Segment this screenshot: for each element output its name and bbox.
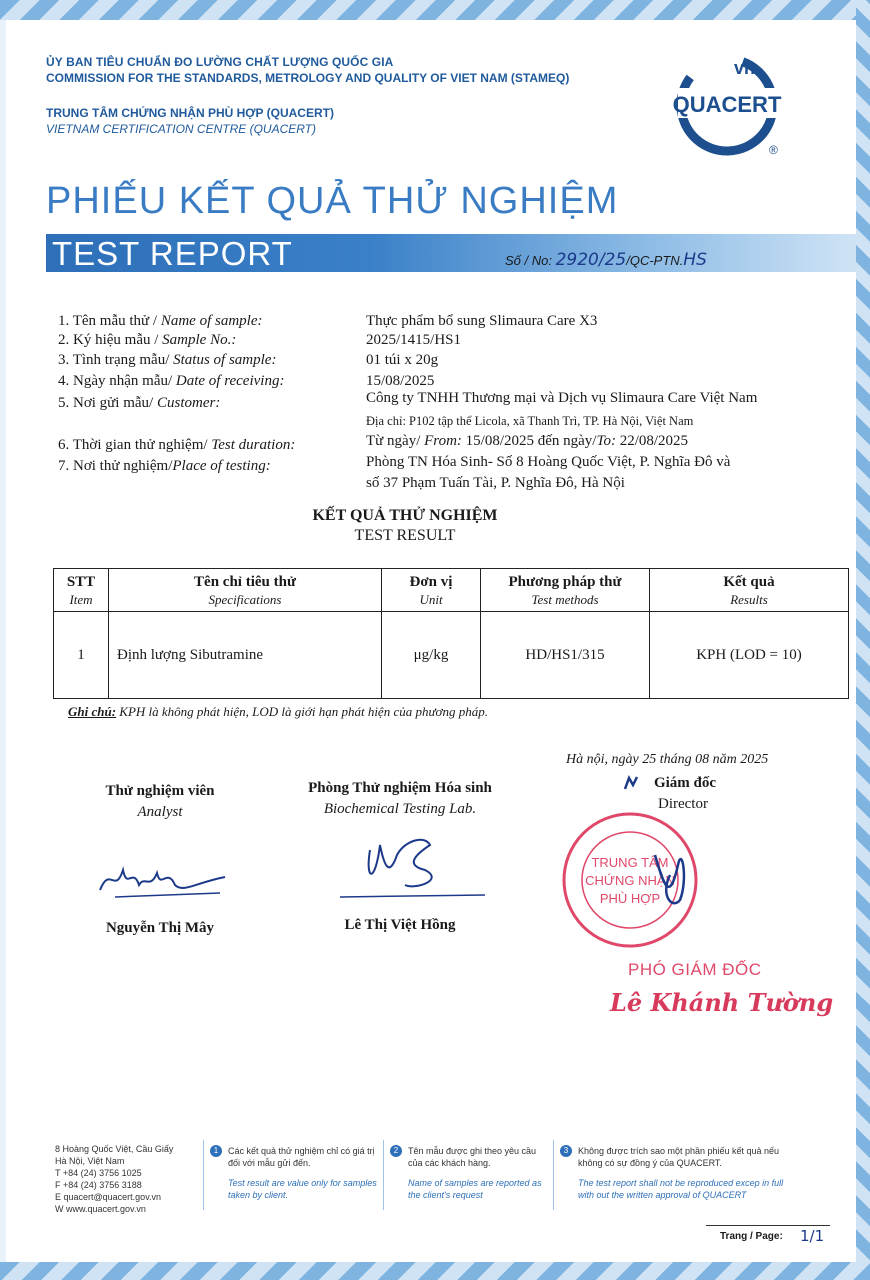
stamp-line-2: CHỨNG NHẬN xyxy=(585,873,675,888)
stamp-line-3: PHÙ HỢP xyxy=(599,891,661,906)
info-value-3: 01 túi x 20g xyxy=(366,352,439,368)
date-line: Hà nội, ngày 25 tháng 08 năm 2025 xyxy=(566,752,769,767)
cell-result: KPH (LOD = 10) xyxy=(650,612,849,699)
registered-mark: ® xyxy=(769,143,778,157)
lab-title-en: Biochemical Testing Lab. xyxy=(323,801,477,817)
results-table xyxy=(53,568,849,699)
cell-item: 1 xyxy=(54,612,109,699)
analyst-title: Thử nghiệm viên xyxy=(105,783,215,799)
header-specifications: Tên chỉ tiêu thử Specifications xyxy=(109,569,382,612)
cell-method: HD/HS1/315 xyxy=(481,612,650,699)
info-value-7: Phòng TN Hóa Sinh- Số 8 Hoàng Quốc Việt, P. Nghĩa Đô và xyxy=(366,454,731,470)
page-label: Trang / Page: xyxy=(720,1231,783,1242)
top-border xyxy=(0,0,870,20)
logo-mark: vn xyxy=(734,58,756,78)
official-stamp xyxy=(560,805,700,955)
info-value-7-line2: số 37 Phạm Tuấn Tài, P. Nghĩa Đô, Hà Nội xyxy=(366,475,625,491)
info-value-1: Thực phẩm bổ sung Slimaura Care X3 xyxy=(366,313,598,329)
lab-signature xyxy=(335,825,495,910)
header-item: STT Item xyxy=(54,569,109,612)
report-number-handwritten: 2920/25 xyxy=(555,250,627,270)
footer-fax: F +84 (24) 3756 3188 xyxy=(55,1180,142,1190)
report-number-prefix: Số / No: xyxy=(505,253,552,268)
info-label-7: 7. Nơi thử nghiệm/Place of testing: xyxy=(58,458,271,474)
footnote: Ghi chú: KPH là không phát hiện, LOD là giới hạn phát hiện của phương pháp. xyxy=(68,704,488,719)
director-mark-icon xyxy=(623,775,639,791)
header-unit: Đơn vị Unit xyxy=(382,569,481,612)
report-number xyxy=(505,250,707,270)
footer-note-2: Tên mẫu được ghi theo yêu cầu của các khách hàng. Name of samples are reported as the client's request xyxy=(408,1146,542,1200)
footer-number-1: 1 xyxy=(210,1145,222,1157)
result-title-vn: KẾT QUẢ THỬ NGHIỆM xyxy=(312,507,498,524)
stamp-line-1: TRUNG TÂM xyxy=(591,855,669,870)
cell-unit: μg/kg xyxy=(382,612,481,699)
info-value-2: 2025/1415/HS1 xyxy=(366,332,462,348)
deputy-director-title: PHÓ GIÁM ĐỐC xyxy=(628,960,762,979)
analyst-name: Nguyễn Thị Mây xyxy=(105,920,215,936)
page-indicator xyxy=(706,1225,830,1248)
info-value-6: Từ ngày/ From: 15/08/2025 đến ngày/To: 22/08/2025 xyxy=(366,433,689,449)
right-border xyxy=(856,0,870,1280)
analyst-title-en: Analyst xyxy=(137,804,183,820)
footer-email: E quacert@quacert.gov.vn xyxy=(55,1192,162,1202)
org-name-en: COMMISSION FOR THE STANDARDS, METROLOGY AND QUALITY OF VIET NAM (STAMEQ) xyxy=(46,71,570,85)
footer-divider-2 xyxy=(383,1140,384,1210)
report-number-suffix: HS xyxy=(683,250,707,270)
lab-manager-name: Lê Thị Việt Hồng xyxy=(344,917,456,933)
footer-web: W www.quacert.gov.vn xyxy=(55,1204,146,1214)
center-name-en: VIETNAM CERTIFICATION CENTRE (QUACERT) xyxy=(46,122,317,136)
info-value-5: Công ty TNHH Thương mại và Dịch vụ Slimaura Care Việt Nam xyxy=(366,390,758,406)
quacert-logo xyxy=(672,50,782,160)
director-title-en: Director xyxy=(658,796,708,812)
lab-title: Phòng Thử nghiệm Hóa sinh xyxy=(308,780,492,796)
info-label-1: 1. Tên mẫu thử / Name of sample: xyxy=(58,313,263,329)
footer-divider-3 xyxy=(553,1140,554,1210)
director-title: Giám đốc xyxy=(653,775,717,791)
footer-note-1: Các kết quả thử nghiệm chỉ có giá trị đối với mẫu gửi đến. Test result are value only for samples taken by client. xyxy=(228,1146,377,1200)
info-label-3: 3. Tình trạng mẫu/ Status of sample: xyxy=(58,352,277,368)
logo-text: QUACERT xyxy=(672,92,782,117)
table-header-row xyxy=(54,569,849,612)
footer-address-1: 8 Hoàng Quốc Việt, Cầu Giấy xyxy=(55,1144,174,1154)
center-name-vn: TRUNG TÂM CHỨNG NHẬN PHÙ HỢP (QUACERT) xyxy=(46,106,334,120)
analyst-signature xyxy=(95,855,235,905)
footer-tel: T +84 (24) 3756 1025 xyxy=(55,1168,142,1178)
footer-note-3: Không được trích sao một phần phiếu kết quả nếu không có sự đồng ý của QUACERT. The test report shall not be reproduced excep in full with out the written approval of QUACERT xyxy=(578,1146,784,1200)
table-row xyxy=(54,612,849,699)
deputy-director-name: Lê Khánh Tường xyxy=(610,988,834,1017)
footer-number-2: 2 xyxy=(390,1145,402,1157)
info-value-4: 15/08/2025 xyxy=(366,373,435,389)
bottom-border xyxy=(0,1262,870,1280)
footer-divider-1 xyxy=(203,1140,204,1210)
cell-specification: Định lượng Sibutramine xyxy=(109,612,382,699)
result-title-en: TEST RESULT xyxy=(354,527,456,544)
left-border xyxy=(0,0,6,1280)
info-label-2: 2. Ký hiệu mẫu / Sample No.: xyxy=(58,332,237,348)
footer-contact xyxy=(55,1143,200,1215)
info-label-5: 5. Nơi gửi mẫu/ Customer: xyxy=(58,395,221,411)
header-results: Kết quả Results xyxy=(650,569,849,612)
header-test-methods: Phương pháp thử Test methods xyxy=(481,569,650,612)
footer-number-3: 3 xyxy=(560,1145,572,1157)
org-name-vn: ỦY BAN TIÊU CHUẨN ĐO LƯỜNG CHẤT LƯỢNG QUỐC GIA xyxy=(46,55,394,69)
footer-address-2: Hà Nội, Việt Nam xyxy=(55,1156,125,1166)
report-number-mid: /QC-PTN. xyxy=(626,253,684,268)
report-title-en: TEST REPORT xyxy=(52,235,293,272)
info-label-6: 6. Thời gian thử nghiệm/ Test duration: xyxy=(58,437,296,453)
report-title-vn: PHIẾU KẾT QUẢ THỬ NGHIỆM xyxy=(46,180,619,222)
page-value: 1/1 xyxy=(800,1227,825,1245)
info-value-5-address: Địa chỉ: P102 tập thể Licola, xã Thanh Trì, TP. Hà Nội, Việt Nam xyxy=(366,414,694,428)
info-label-4: 4. Ngày nhận mẫu/ Date of receiving: xyxy=(58,373,285,389)
